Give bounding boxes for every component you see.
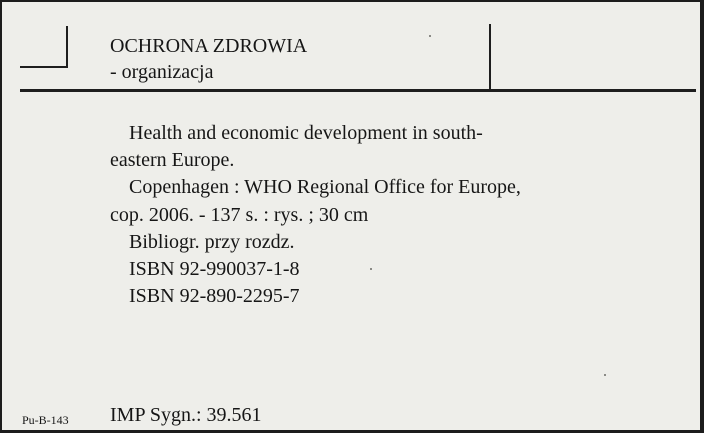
imprint-line-2: cop. 2006. - 137 s. : rys. ; 30 cm: [110, 203, 369, 226]
imprint-line-1: Copenhagen : WHO Regional Office for Europe,: [129, 176, 521, 199]
catalog-card: [2, 2, 700, 430]
form-code: Pu-B-143: [22, 413, 69, 427]
bibliographic-description: [110, 120, 650, 310]
paper-speck: [604, 374, 606, 376]
paper-speck: [370, 268, 372, 270]
isbn-2: ISBN 92-890-2295-7: [129, 285, 300, 308]
bibliography-note: Bibliogr. przy rozdz.: [129, 230, 295, 253]
subject-heading-block: [110, 33, 307, 85]
header-divider: [489, 24, 491, 90]
title-line-1: Health and economic development in south-: [129, 122, 483, 144]
paper-speck: [429, 35, 431, 37]
corner-mark-vertical: [66, 26, 68, 68]
title-line-2: eastern Europe.: [110, 149, 235, 172]
subject-heading: OCHRONA ZDROWIA: [110, 35, 308, 57]
isbn-1: ISBN 92-990037-1-8: [129, 258, 300, 281]
call-number: IMP Sygn.: 39.561: [110, 404, 262, 426]
subject-subheading: - organizacja: [110, 61, 214, 83]
header-rule: [20, 89, 696, 92]
corner-mark-horizontal: [20, 66, 68, 68]
